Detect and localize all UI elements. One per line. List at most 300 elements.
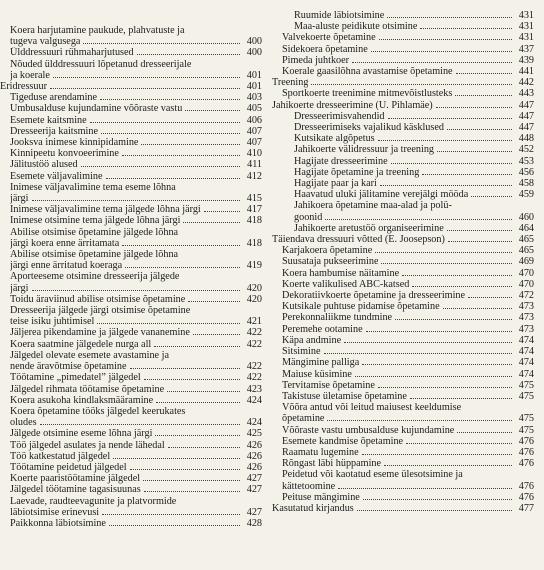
toc-entry-title: Peituse mängimine bbox=[282, 491, 360, 503]
toc-page-number: 403 bbox=[246, 92, 262, 104]
toc-entry bbox=[272, 66, 534, 77]
toc-entry bbox=[272, 458, 534, 469]
dot-leader bbox=[125, 267, 240, 268]
toc-entry-last-line bbox=[282, 369, 534, 380]
dot-leader bbox=[448, 241, 512, 242]
dot-leader bbox=[90, 122, 240, 123]
toc-entry-title-line: Peidetud või kaotatud eseme ülesotsimine ja bbox=[282, 469, 463, 481]
toc-page-number: 465 bbox=[518, 234, 534, 246]
toc-page-number: 407 bbox=[246, 125, 262, 137]
toc-entry-last-line bbox=[10, 361, 262, 372]
toc-entry-last-line bbox=[10, 294, 262, 305]
toc-page-number: 422 bbox=[246, 338, 262, 350]
dot-leader bbox=[144, 491, 240, 492]
dot-leader bbox=[338, 488, 512, 489]
toc-page-number: 442 bbox=[518, 77, 534, 89]
toc-entry-last-line bbox=[10, 451, 262, 462]
toc-entry bbox=[0, 462, 262, 473]
toc-entry-title: Sitsimine bbox=[282, 346, 321, 358]
dot-leader bbox=[378, 387, 512, 388]
toc-page-number: 411 bbox=[247, 159, 262, 171]
toc-page-number: 456 bbox=[518, 166, 534, 178]
toc-entry-title: Dekoratiivkoerte õpetamine ja dresseerimine bbox=[282, 290, 466, 302]
toc-entry bbox=[0, 59, 262, 81]
toc-entry bbox=[0, 115, 262, 126]
toc-entry-title: Kinnipeetu konvoeerimine bbox=[10, 148, 119, 160]
toc-entry bbox=[272, 156, 534, 167]
toc-entry-last-line bbox=[294, 144, 534, 155]
toc-entry-title: Koera asukoha kindlaksmääramine bbox=[10, 394, 154, 406]
toc-page-number: 420 bbox=[246, 293, 262, 305]
toc-entry-title: järgi enne ärritatud koeraga bbox=[10, 260, 123, 272]
toc-entry bbox=[272, 335, 534, 346]
toc-entry-last-line bbox=[282, 324, 534, 335]
toc-entry-last-line bbox=[10, 372, 262, 383]
toc-entry-last-line bbox=[10, 103, 262, 114]
toc-entry-last-line bbox=[282, 290, 534, 301]
toc-entry-title: Hagijate dresseerimine bbox=[294, 155, 388, 167]
toc-page-number: 431 bbox=[518, 32, 534, 44]
dot-leader bbox=[154, 346, 240, 347]
toc-entry-title: Jälgedel töötamine tagasisuunas bbox=[10, 484, 141, 496]
toc-entry-last-line bbox=[282, 66, 534, 77]
toc-page-number: 475 bbox=[518, 424, 534, 436]
toc-entry bbox=[272, 290, 534, 301]
toc-entry-title-line: Abilise otsimise õpetamine jälgede lõhna bbox=[10, 249, 179, 261]
dot-leader bbox=[130, 469, 240, 470]
toc-entry-last-line bbox=[294, 156, 534, 167]
toc-entry-title-line: Dresseerija jälgede järgi otsimise õpetamine bbox=[10, 305, 191, 317]
dot-leader bbox=[130, 368, 240, 369]
toc-page-number: 420 bbox=[246, 282, 262, 294]
toc-page-number: 458 bbox=[518, 178, 534, 190]
toc-page-number: 474 bbox=[518, 357, 534, 369]
dot-leader bbox=[357, 510, 512, 511]
dot-leader bbox=[355, 376, 512, 377]
toc-entry-title: Sportkoerte treenimine mitmevõistlusteks bbox=[282, 88, 453, 100]
toc-page-number: 474 bbox=[518, 346, 534, 358]
dot-leader bbox=[410, 398, 512, 399]
toc-page-number: 476 bbox=[518, 458, 534, 470]
toc-entry bbox=[272, 200, 534, 222]
toc-entry-last-line bbox=[10, 215, 262, 226]
toc-entry-title: Eridressuur bbox=[0, 81, 47, 93]
toc-entry-title: Treening bbox=[272, 77, 309, 89]
dot-leader bbox=[50, 88, 240, 89]
toc-entry bbox=[0, 227, 262, 249]
dot-leader bbox=[32, 200, 241, 201]
toc-page-number: 426 bbox=[246, 450, 262, 462]
toc-entry-title: nende äravõtmise õpetamine bbox=[10, 361, 127, 373]
toc-entry-title: Dresseerija kaitsmine bbox=[10, 125, 98, 137]
toc-entry-title: Esemete kandmise õpetamine bbox=[282, 435, 404, 447]
toc-entry-title: Kutsikate algõpetus bbox=[294, 133, 375, 145]
toc-entry bbox=[272, 492, 534, 503]
toc-entry-title: Ruumide läbiotsimine bbox=[294, 10, 385, 21]
dot-leader bbox=[402, 275, 512, 276]
toc-left-entries bbox=[0, 25, 262, 529]
toc-entry bbox=[0, 171, 262, 182]
toc-entry-last-line bbox=[10, 473, 262, 484]
toc-entry-title: Maa-aluste peidikute otsimine bbox=[294, 21, 418, 33]
toc-entry-last-line bbox=[282, 335, 534, 346]
toc-entry-last-line bbox=[282, 32, 534, 43]
toc-entry-last-line bbox=[282, 55, 534, 66]
dot-leader bbox=[53, 77, 240, 78]
toc-entry-title: Käpa andmine bbox=[282, 334, 342, 346]
toc-page-number: 407 bbox=[246, 137, 262, 149]
toc-entry bbox=[0, 294, 262, 305]
dot-leader bbox=[344, 342, 512, 343]
toc-page-number: 401 bbox=[246, 69, 262, 81]
toc-entry bbox=[272, 44, 534, 55]
toc-right-entries bbox=[272, 10, 534, 514]
toc-entry-last-line bbox=[272, 234, 534, 245]
dot-leader bbox=[193, 334, 240, 335]
toc-entry-title: Haavatud uluki jälitamine verejälgi mööda bbox=[294, 189, 469, 201]
toc-entry-title: Perekonnaliikme tundmine bbox=[282, 312, 393, 324]
toc-page-number: 401 bbox=[246, 81, 262, 93]
toc-page-number: 465 bbox=[518, 245, 534, 257]
toc-page-number: 426 bbox=[246, 439, 262, 451]
toc-entry-title-line: Aporteeseme otsimine dresseerija jälgede bbox=[10, 271, 180, 283]
dot-leader bbox=[456, 73, 512, 74]
toc-entry-last-line bbox=[10, 159, 262, 170]
toc-page-number: 419 bbox=[246, 260, 262, 272]
toc-entry-last-line bbox=[282, 357, 534, 368]
toc-page-number: 477 bbox=[518, 502, 534, 514]
toc-entry-title: Rõngast läbi hüppamine bbox=[282, 458, 382, 470]
toc-entry-title: Dresseerimisvahendid bbox=[294, 110, 385, 122]
toc-entry-title: järgi bbox=[10, 193, 29, 205]
toc-entry-title: Suusataja pukseerimine bbox=[282, 256, 379, 268]
toc-entry-title: Koera saatmine jälgedele nurga all bbox=[10, 338, 152, 350]
toc-entry bbox=[272, 167, 534, 178]
toc-entry-last-line bbox=[282, 481, 534, 492]
toc-entry bbox=[0, 305, 262, 327]
toc-page-number: 453 bbox=[518, 155, 534, 167]
toc-entry bbox=[0, 25, 262, 47]
toc-entry-last-line bbox=[282, 458, 534, 469]
dot-leader bbox=[395, 319, 512, 320]
toc-page-number: 431 bbox=[518, 21, 534, 33]
toc-page-number: 439 bbox=[518, 54, 534, 66]
toc-entry bbox=[272, 100, 534, 111]
toc-entry-last-line bbox=[282, 312, 534, 323]
dot-leader bbox=[40, 424, 240, 425]
toc-entry bbox=[0, 327, 262, 338]
dot-leader bbox=[420, 28, 512, 29]
dot-leader bbox=[471, 196, 512, 197]
toc-entry-last-line bbox=[282, 88, 534, 99]
toc-entry-last-line bbox=[10, 507, 262, 518]
dot-leader bbox=[143, 480, 240, 481]
toc-entry-last-line bbox=[10, 260, 262, 271]
toc-entry-last-line bbox=[294, 212, 534, 223]
toc-page-number: 470 bbox=[518, 267, 534, 279]
toc-page-number: 405 bbox=[246, 103, 262, 115]
toc-entry-last-line bbox=[10, 148, 262, 159]
toc-entry-title: Jälgedel rihmata töötamise õpetamine bbox=[10, 383, 165, 395]
toc-entry-title: järgi bbox=[10, 282, 29, 294]
dot-leader bbox=[381, 263, 512, 264]
dot-leader bbox=[468, 297, 512, 298]
dot-leader bbox=[204, 211, 240, 212]
toc-page-number: 426 bbox=[246, 461, 262, 473]
toc-entry bbox=[272, 21, 534, 32]
toc-entry-title: Hagijate paar ja kari bbox=[294, 178, 377, 190]
toc-entry-title-line: Abilise otsimise õpetamine jälgede lõhna bbox=[10, 226, 179, 238]
toc-page-number: 400 bbox=[246, 47, 262, 59]
toc-entry-last-line bbox=[10, 395, 262, 406]
dot-leader bbox=[362, 364, 512, 365]
toc-entry bbox=[0, 350, 262, 372]
toc-entry bbox=[0, 103, 262, 114]
toc-entry-last-line bbox=[10, 484, 262, 495]
toc-entry bbox=[272, 369, 534, 380]
toc-entry bbox=[0, 406, 262, 428]
dot-leader bbox=[81, 166, 240, 167]
dot-leader bbox=[362, 454, 512, 455]
toc-page-number: 475 bbox=[518, 413, 534, 425]
toc-page-number: 427 bbox=[246, 484, 262, 496]
toc-entry-last-line bbox=[282, 256, 534, 267]
toc-entry-last-line bbox=[282, 391, 534, 402]
dot-leader bbox=[137, 54, 240, 55]
toc-entry-title: Umbusalduse kujundamine võõraste vastu bbox=[10, 103, 183, 115]
toc-entry-last-line bbox=[282, 346, 534, 357]
toc-entry-title: Toidu äraviinud abilise otsimise õpetamine bbox=[10, 293, 186, 305]
toc-entry-title-line: Nõuded ülddressuuri lõpetanud dresseerijale bbox=[10, 58, 192, 70]
dot-leader bbox=[436, 107, 512, 108]
toc-entry-title: Tigeduse arendamine bbox=[10, 92, 98, 104]
toc-page-number: 406 bbox=[246, 114, 262, 126]
dot-leader bbox=[188, 301, 240, 302]
toc-entry-title: ja koerale bbox=[10, 69, 50, 81]
toc-entry-title: Inimese otsimine tema jälgede lõhna järgi bbox=[10, 215, 181, 227]
toc-entry-title: Jooksva inimese kinnipidamine bbox=[10, 137, 139, 149]
toc-page-number: 475 bbox=[518, 390, 534, 402]
toc-entry-last-line bbox=[272, 100, 534, 111]
toc-entry-title: Koera hambumise näitamine bbox=[282, 267, 400, 279]
toc-page-number: 425 bbox=[246, 428, 262, 440]
toc-entry-title: Mängimine palliga bbox=[282, 357, 360, 369]
toc-page-number: 470 bbox=[518, 278, 534, 290]
toc-page-number: 400 bbox=[246, 36, 262, 48]
toc-entry-title: Inimese väljavalimine tema jälgede lõhna järgi bbox=[10, 204, 201, 216]
dot-leader bbox=[387, 17, 512, 18]
toc-entry bbox=[0, 473, 262, 484]
toc-entry-last-line bbox=[282, 436, 534, 447]
toc-entry-title: Jälitustöö alused bbox=[10, 159, 78, 171]
toc-entry bbox=[272, 178, 534, 189]
toc-entry-title: Võõraste vastu umbusalduse kujundamine bbox=[282, 424, 455, 436]
toc-entry-title: kättetoomine bbox=[282, 480, 336, 492]
toc-entry bbox=[272, 425, 534, 436]
dot-leader bbox=[113, 458, 240, 459]
toc-page-number: 448 bbox=[518, 133, 534, 145]
toc-entry bbox=[0, 372, 262, 383]
toc-page-number: 443 bbox=[518, 88, 534, 100]
dot-leader bbox=[388, 118, 512, 119]
toc-entry bbox=[272, 77, 534, 88]
dot-leader bbox=[447, 129, 512, 130]
toc-entry-last-line bbox=[294, 189, 534, 200]
toc-entry-title: järgi koera enne ärritamata bbox=[10, 237, 120, 249]
toc-entry-title: Esemete kaitsmine bbox=[10, 114, 87, 126]
toc-entry-last-line bbox=[10, 327, 262, 338]
toc-entry bbox=[272, 268, 534, 279]
toc-entry-last-line bbox=[10, 92, 262, 103]
toc-entry-last-line bbox=[10, 283, 262, 294]
dot-leader bbox=[156, 402, 240, 403]
toc-entry bbox=[0, 271, 262, 293]
toc-entry bbox=[0, 126, 262, 137]
dot-leader bbox=[144, 379, 240, 380]
toc-entry-last-line bbox=[272, 503, 534, 514]
toc-page-number: 422 bbox=[246, 361, 262, 373]
toc-entry-title: Paikkonna läbiotsimine bbox=[10, 517, 106, 529]
toc-entry-last-line bbox=[282, 245, 534, 256]
dot-leader bbox=[352, 62, 512, 63]
toc-entry bbox=[272, 402, 534, 424]
toc-entry bbox=[0, 496, 262, 518]
toc-entry-last-line bbox=[294, 21, 534, 32]
toc-entry bbox=[0, 518, 262, 529]
dot-leader bbox=[437, 151, 512, 152]
dot-leader bbox=[457, 432, 512, 433]
dot-leader bbox=[384, 465, 512, 466]
toc-entry bbox=[272, 32, 534, 43]
dot-leader bbox=[185, 110, 240, 111]
dot-leader bbox=[406, 443, 512, 444]
toc-entry bbox=[0, 384, 262, 395]
toc-entry bbox=[272, 88, 534, 99]
toc-page-number: 476 bbox=[518, 480, 534, 492]
toc-page-number: 423 bbox=[246, 383, 262, 395]
dot-leader bbox=[443, 308, 512, 309]
toc-entry-last-line bbox=[10, 428, 262, 439]
toc-page-number: 473 bbox=[518, 323, 534, 335]
toc-entry-title: Maiuse küsimine bbox=[282, 368, 352, 380]
toc-entry-title: Töö katkestatud jälgedel bbox=[10, 450, 111, 462]
toc-entry-last-line bbox=[294, 178, 534, 189]
toc-entry bbox=[0, 204, 262, 215]
toc-entry-last-line bbox=[282, 413, 534, 424]
toc-page-number: 475 bbox=[518, 379, 534, 391]
toc-entry-last-line bbox=[10, 126, 262, 137]
toc-entry-title: Jahikoerte aretustöö organiseerimine bbox=[294, 222, 444, 234]
toc-page-number: 437 bbox=[518, 43, 534, 55]
toc-entry bbox=[272, 279, 534, 290]
toc-page-number: 473 bbox=[518, 301, 534, 313]
dot-leader bbox=[325, 219, 512, 220]
toc-entry bbox=[272, 245, 534, 256]
dot-leader bbox=[141, 144, 240, 145]
dot-leader bbox=[422, 174, 512, 175]
dot-leader bbox=[371, 51, 512, 52]
toc-entry bbox=[272, 346, 534, 357]
toc-entry-title: Jahikoerte dresseerimine (U. Pihlamäe) bbox=[272, 99, 433, 111]
toc-page-number: 428 bbox=[246, 517, 262, 529]
toc-page-number: 424 bbox=[246, 417, 262, 429]
dot-leader bbox=[100, 99, 240, 100]
toc-entry-last-line bbox=[282, 425, 534, 436]
dot-leader bbox=[183, 222, 240, 223]
toc-page-number: 459 bbox=[518, 189, 534, 201]
toc-entry bbox=[0, 249, 262, 271]
toc-entry-last-line bbox=[282, 492, 534, 503]
toc-entry-title: Valvekoerte õpetamine bbox=[282, 32, 376, 44]
toc-page-number: 474 bbox=[518, 334, 534, 346]
toc-entry bbox=[0, 484, 262, 495]
toc-entry-title: Raamatu lugemine bbox=[282, 446, 359, 458]
toc-page-number: 452 bbox=[518, 144, 534, 156]
toc-entry-last-line bbox=[294, 10, 534, 21]
toc-entry bbox=[272, 256, 534, 267]
toc-entry-last-line bbox=[10, 115, 262, 126]
toc-entry-last-line bbox=[10, 339, 262, 350]
toc-entry-last-line bbox=[272, 77, 534, 88]
toc-entry-last-line bbox=[10, 36, 262, 47]
toc-entry-title: Töötamine peidetud jälgedel bbox=[10, 461, 127, 473]
toc-entry-title-line: Inimese väljavalimine tema eseme lõhna bbox=[10, 181, 176, 193]
toc-page-number: 447 bbox=[518, 99, 534, 111]
toc-entry bbox=[0, 182, 262, 204]
dot-leader bbox=[122, 155, 240, 156]
toc-entry bbox=[272, 447, 534, 458]
dot-leader bbox=[380, 185, 512, 186]
toc-entry-last-line bbox=[282, 44, 534, 55]
toc-entry-last-line bbox=[10, 384, 262, 395]
toc-entry-title: Esemete väljavalimine bbox=[10, 170, 103, 182]
toc-page-number: 415 bbox=[246, 193, 262, 205]
toc-entry-title: Takistuse ületamise õpetamine bbox=[282, 390, 407, 402]
toc-entry-title: Sidekoera õpetamine bbox=[282, 43, 368, 55]
toc-entry-last-line bbox=[282, 268, 534, 279]
toc-entry-title: Kutsikale puhtuse pidamise õpetamine bbox=[282, 301, 440, 313]
toc-entry-last-line bbox=[282, 279, 534, 290]
toc-entry-last-line bbox=[294, 122, 534, 133]
toc-entry-last-line bbox=[294, 133, 534, 144]
toc-entry-last-line bbox=[282, 380, 534, 391]
toc-entry-last-line bbox=[282, 301, 534, 312]
toc-page-number: 431 bbox=[518, 10, 534, 21]
toc-page-number: 469 bbox=[518, 256, 534, 268]
toc-entry-title: goonid bbox=[294, 211, 323, 223]
toc-entry-last-line bbox=[10, 70, 262, 81]
toc-entry bbox=[272, 133, 534, 144]
toc-entry bbox=[272, 436, 534, 447]
toc-entry-title: Töötamine „pimedatel” jälgedel bbox=[10, 372, 141, 384]
toc-entry-title: Koerale gaasilõhna avastamise õpetamine bbox=[282, 66, 453, 78]
toc-entry bbox=[272, 55, 534, 66]
toc-entry bbox=[0, 47, 262, 58]
toc-entry-title: Jälgede otsimine eseme lõhna järgi bbox=[10, 428, 153, 440]
toc-entry-title: õpetamine bbox=[282, 413, 325, 425]
toc-entry-title-line: Koera harjutamine paukude, plahvatuste ja bbox=[10, 25, 185, 36]
dot-leader bbox=[109, 525, 240, 526]
toc-entry-title: läbiotsimise erinevusi bbox=[10, 506, 100, 518]
toc-entry-title: Dresseerimiseks vajalikud käsklused bbox=[294, 122, 444, 134]
toc-page-number: 427 bbox=[246, 506, 262, 518]
dot-leader bbox=[83, 43, 240, 44]
dot-leader bbox=[447, 230, 512, 231]
dot-leader bbox=[168, 447, 240, 448]
toc-entry-title-line: Võõra antud või leitud maiusest keeldumise bbox=[282, 402, 462, 414]
toc-entry-title: tugeva valgusega bbox=[10, 36, 81, 48]
toc-page-number: 447 bbox=[518, 110, 534, 122]
